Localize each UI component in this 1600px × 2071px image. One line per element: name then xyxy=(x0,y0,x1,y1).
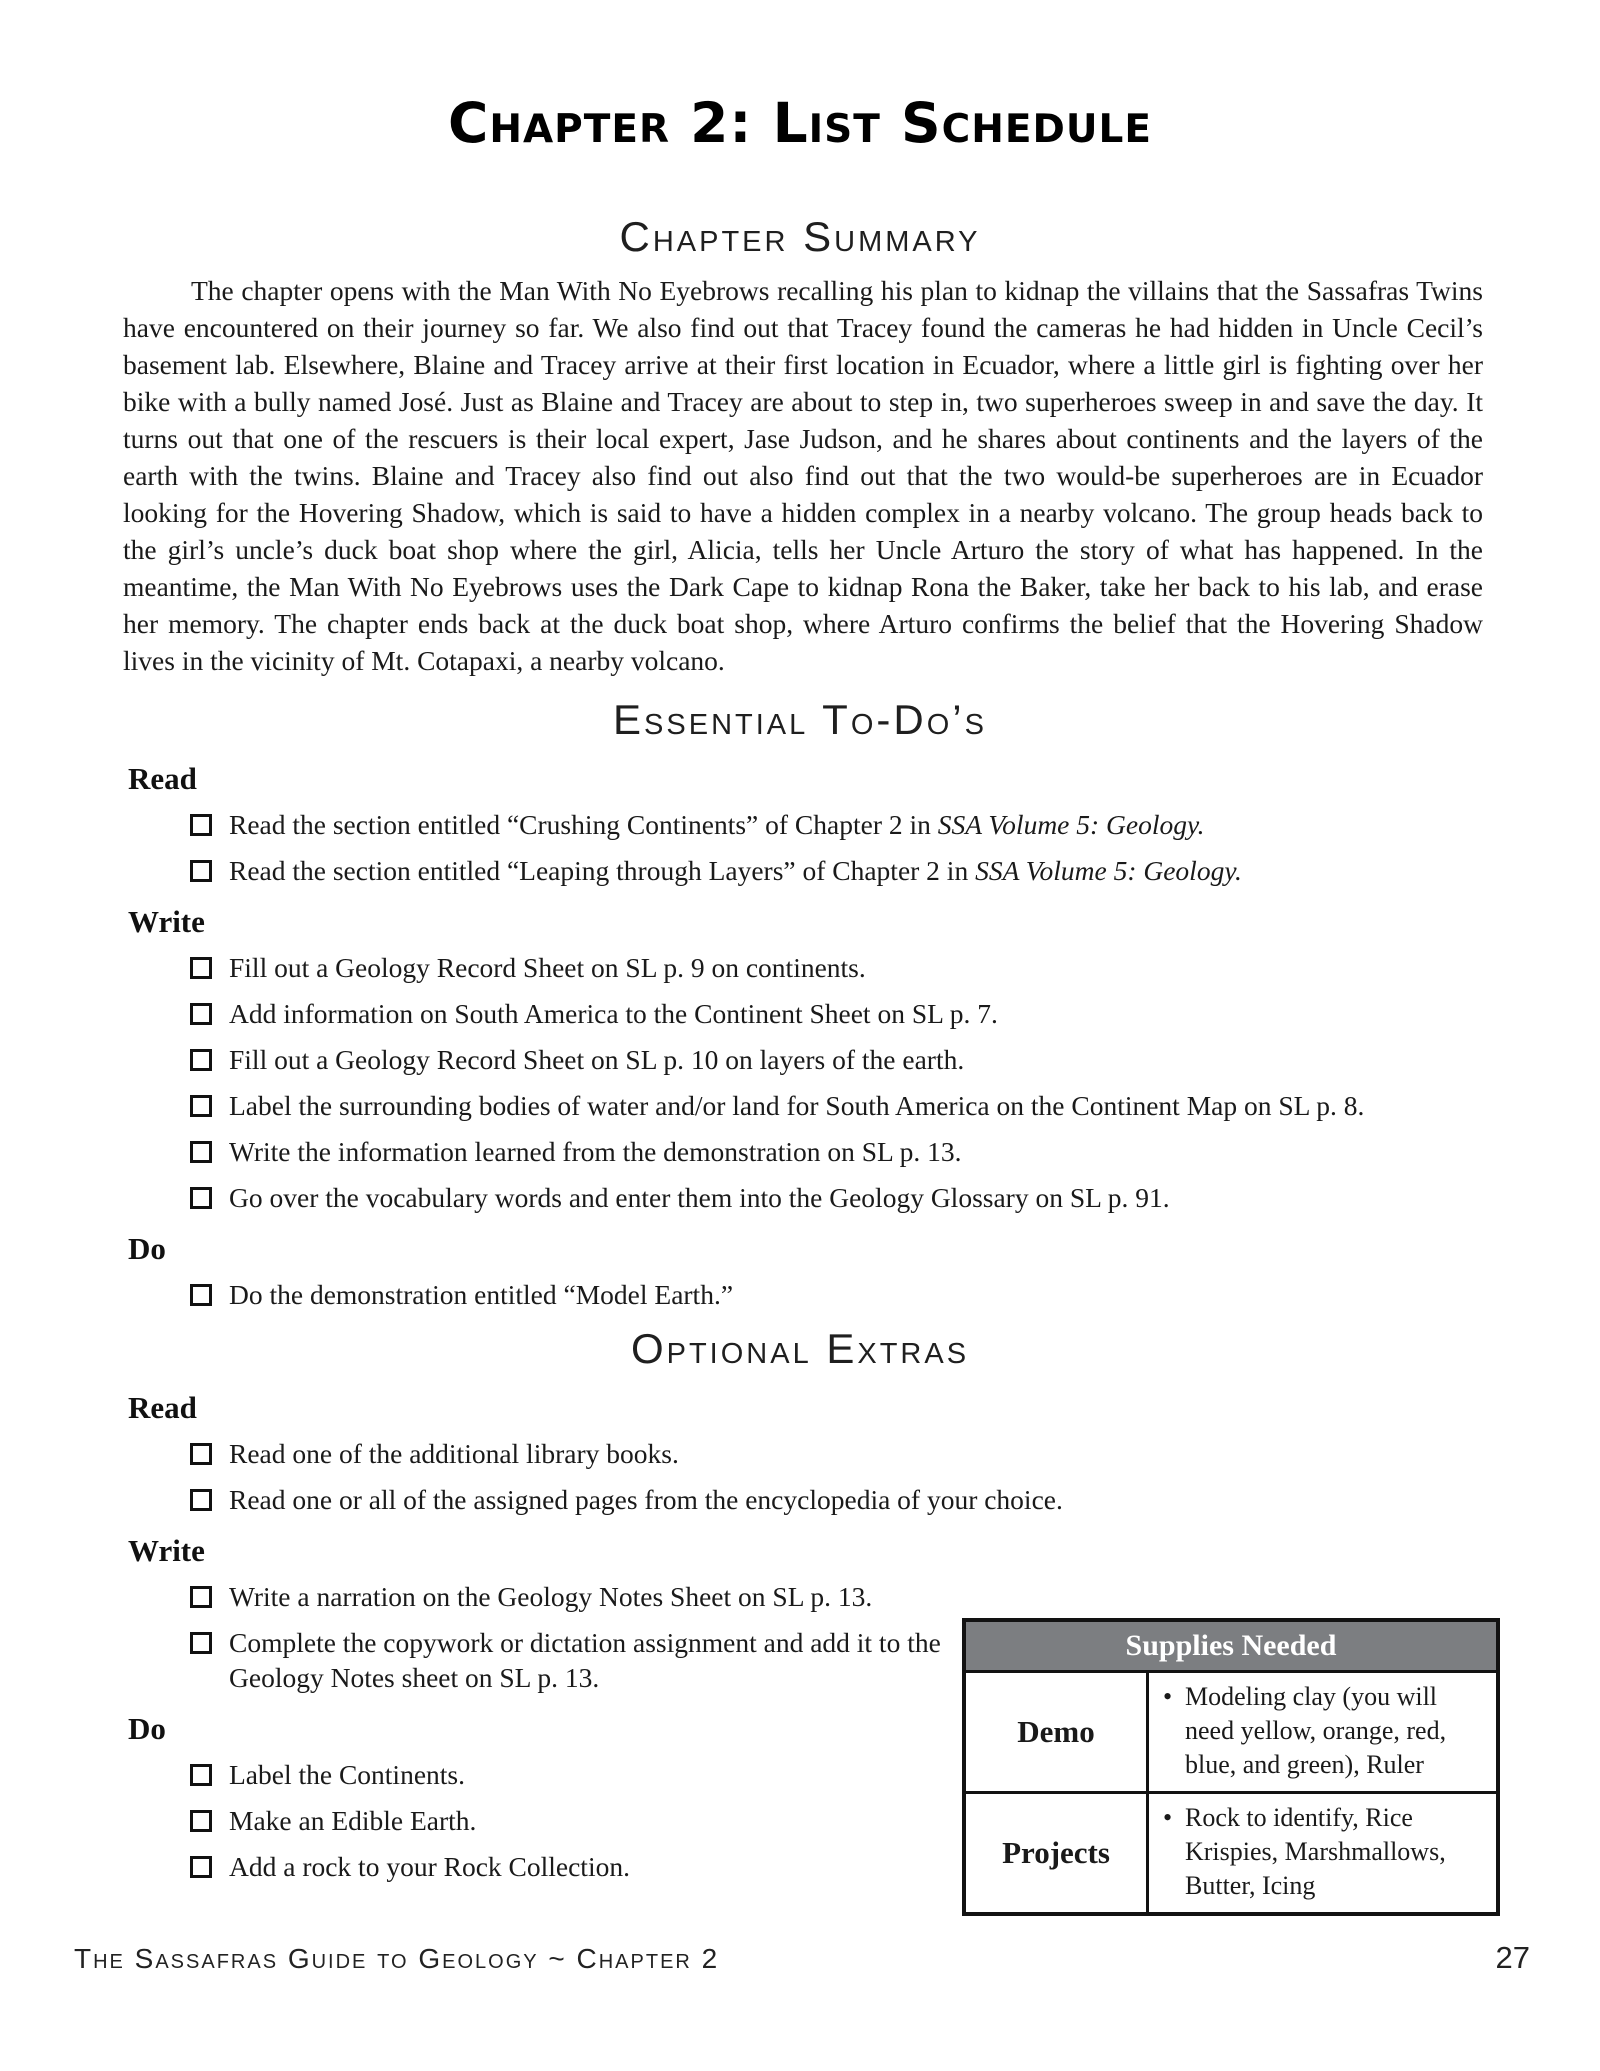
checkbox-icon xyxy=(190,1095,212,1117)
checkbox-icon xyxy=(190,1284,212,1306)
todo-item xyxy=(190,950,1600,985)
optional-do-label: Do xyxy=(128,1711,166,1746)
supplies-row-label: Demo xyxy=(966,1673,1149,1791)
todo-item xyxy=(190,1579,1600,1614)
page-number: 27 xyxy=(1495,1940,1530,1975)
todo-item-text: Complete the copywork or dictation assignment and add it to the Geology Notes sheet on SL p. 13. xyxy=(229,1627,941,1693)
todo-item xyxy=(190,1088,1600,1123)
todo-item xyxy=(190,1482,1600,1517)
chapter-summary-heading: Chapter Summary xyxy=(619,213,981,260)
checkbox-icon xyxy=(190,1003,212,1025)
todo-item xyxy=(190,1042,1600,1077)
checkbox-icon xyxy=(190,1632,212,1654)
todo-item-text: Read one or all of the assigned pages from the encyclopedia of your choice. xyxy=(229,1484,1063,1515)
supplies-table xyxy=(962,1618,1500,1916)
todo-item xyxy=(190,1436,1600,1471)
page-title: Chapter 2: List Schedule xyxy=(447,91,1153,155)
essential-write-label: Write xyxy=(128,904,205,939)
essential-do-label: Do xyxy=(128,1231,166,1266)
supplies-row-label: Projects xyxy=(966,1794,1149,1912)
todo-item xyxy=(190,1180,1600,1215)
todo-item-text: Do the demonstration entitled “Model Earth.” xyxy=(229,1279,734,1310)
essential-read-label: Read xyxy=(128,761,197,796)
checkbox-icon xyxy=(190,1187,212,1209)
page-footer xyxy=(74,1940,1530,1976)
todo-item xyxy=(190,1277,1600,1312)
todo-item xyxy=(190,807,1600,842)
checkbox-icon xyxy=(190,860,212,882)
optional-extras-heading: Optional Extras xyxy=(630,1325,970,1372)
todo-item-text: Write the information learned from the demonstration on SL p. 13. xyxy=(229,1136,962,1167)
todo-item-text: Make an Edible Earth. xyxy=(229,1805,477,1836)
supplies-row-items xyxy=(1149,1673,1496,1791)
chapter-summary-text: The chapter opens with the Man With No Eyebrows recalling his plan to kidnap the villains that the Sassafras Twins have encountered on their journey so far. We also find out that Tracey found the cameras he had hidden in Uncle Cecil’s basement lab. Elsewhere, Blaine and Tracey arrive at their first location in Ecuador, where a little girl is fighting over her bike with a bully named José. Just as Blaine and Tracey are about to step in, two superheroes sweep in and save the day. It turns out that one of the rescuers is their local expert, Jase Judson, and he shares about continents and the layers of the earth with the twins. Blaine and Tracey also find out also find out that the two would-be superheroes are in Ecuador looking for the Hovering Shadow, which is said to have a hidden complex in a nearby volcano. The group heads back to the girl’s uncle’s duck boat shop where the girl, Alicia, tells her Uncle Arturo the story of what has happened. In the meantime, the Man With No Eyebrows uses the Dark Cape to kidnap Rona the Baker, take her back to his lab, and erase her memory. The chapter ends back at the duck boat shop, where Arturo confirms the belief that the Hovering Shadow lives in the vicinity of Mt. Cotapaxi, a nearby volcano. xyxy=(123,275,1483,676)
todo-item-text: Read the section entitled “Crushing Continents” of Chapter 2 in SSA Volume 5: Geology. xyxy=(229,809,1205,840)
table-row xyxy=(966,1794,1496,1912)
checkbox-icon xyxy=(190,1443,212,1465)
todo-item-text: Write a narration on the Geology Notes Sheet on SL p. 13. xyxy=(229,1581,873,1612)
todo-item-text: Fill out a Geology Record Sheet on SL p. 9 on continents. xyxy=(229,952,866,983)
todo-item-text: Label the Continents. xyxy=(229,1759,465,1790)
checkbox-icon xyxy=(190,1856,212,1878)
table-row xyxy=(966,1673,1496,1794)
todo-item xyxy=(190,996,1600,1031)
todo-item-text: Label the surrounding bodies of water and/or land for South America on the Continent Map on SL p. 8. xyxy=(229,1090,1365,1121)
todo-item-text: Fill out a Geology Record Sheet on SL p. 10 on layers of the earth. xyxy=(229,1044,965,1075)
essential-todos-heading: Essential To-Do’s xyxy=(613,696,987,743)
supplies-table-header: Supplies Needed xyxy=(966,1622,1496,1673)
checkbox-icon xyxy=(190,814,212,836)
todo-item-text: Add a rock to your Rock Collection. xyxy=(229,1851,630,1882)
todo-item xyxy=(190,853,1600,888)
optional-read-label: Read xyxy=(128,1390,197,1425)
supplies-list-item: • Modeling clay (you will need yellow, orange, red, blue, and green), Ruler xyxy=(1159,1680,1490,1782)
todo-item-text: Read the section entitled “Leaping through Layers” of Chapter 2 in SSA Volume 5: Geology. xyxy=(229,855,1242,886)
supplies-row-items xyxy=(1149,1794,1496,1912)
todo-item-text: Add information on South America to the Continent Sheet on SL p. 7. xyxy=(229,998,998,1029)
checkbox-icon xyxy=(190,1810,212,1832)
todo-item-text: Read one of the additional library books. xyxy=(229,1438,679,1469)
todo-item-text: Go over the vocabulary words and enter them into the Geology Glossary on SL p. 91. xyxy=(229,1182,1170,1213)
optional-write-label: Write xyxy=(128,1533,205,1568)
checkbox-icon xyxy=(190,1764,212,1786)
checkbox-icon xyxy=(190,1141,212,1163)
checkbox-icon xyxy=(190,1586,212,1608)
checkbox-icon xyxy=(190,1489,212,1511)
todo-item xyxy=(190,1134,1600,1169)
checkbox-icon xyxy=(190,1049,212,1071)
supplies-list-item: • Rock to identify, Rice Krispies, Marshmallows, Butter, Icing xyxy=(1159,1801,1490,1903)
checkbox-icon xyxy=(190,957,212,979)
footer-book-title: The Sassafras Guide to Geology ~ Chapter 2 xyxy=(74,1943,720,1974)
